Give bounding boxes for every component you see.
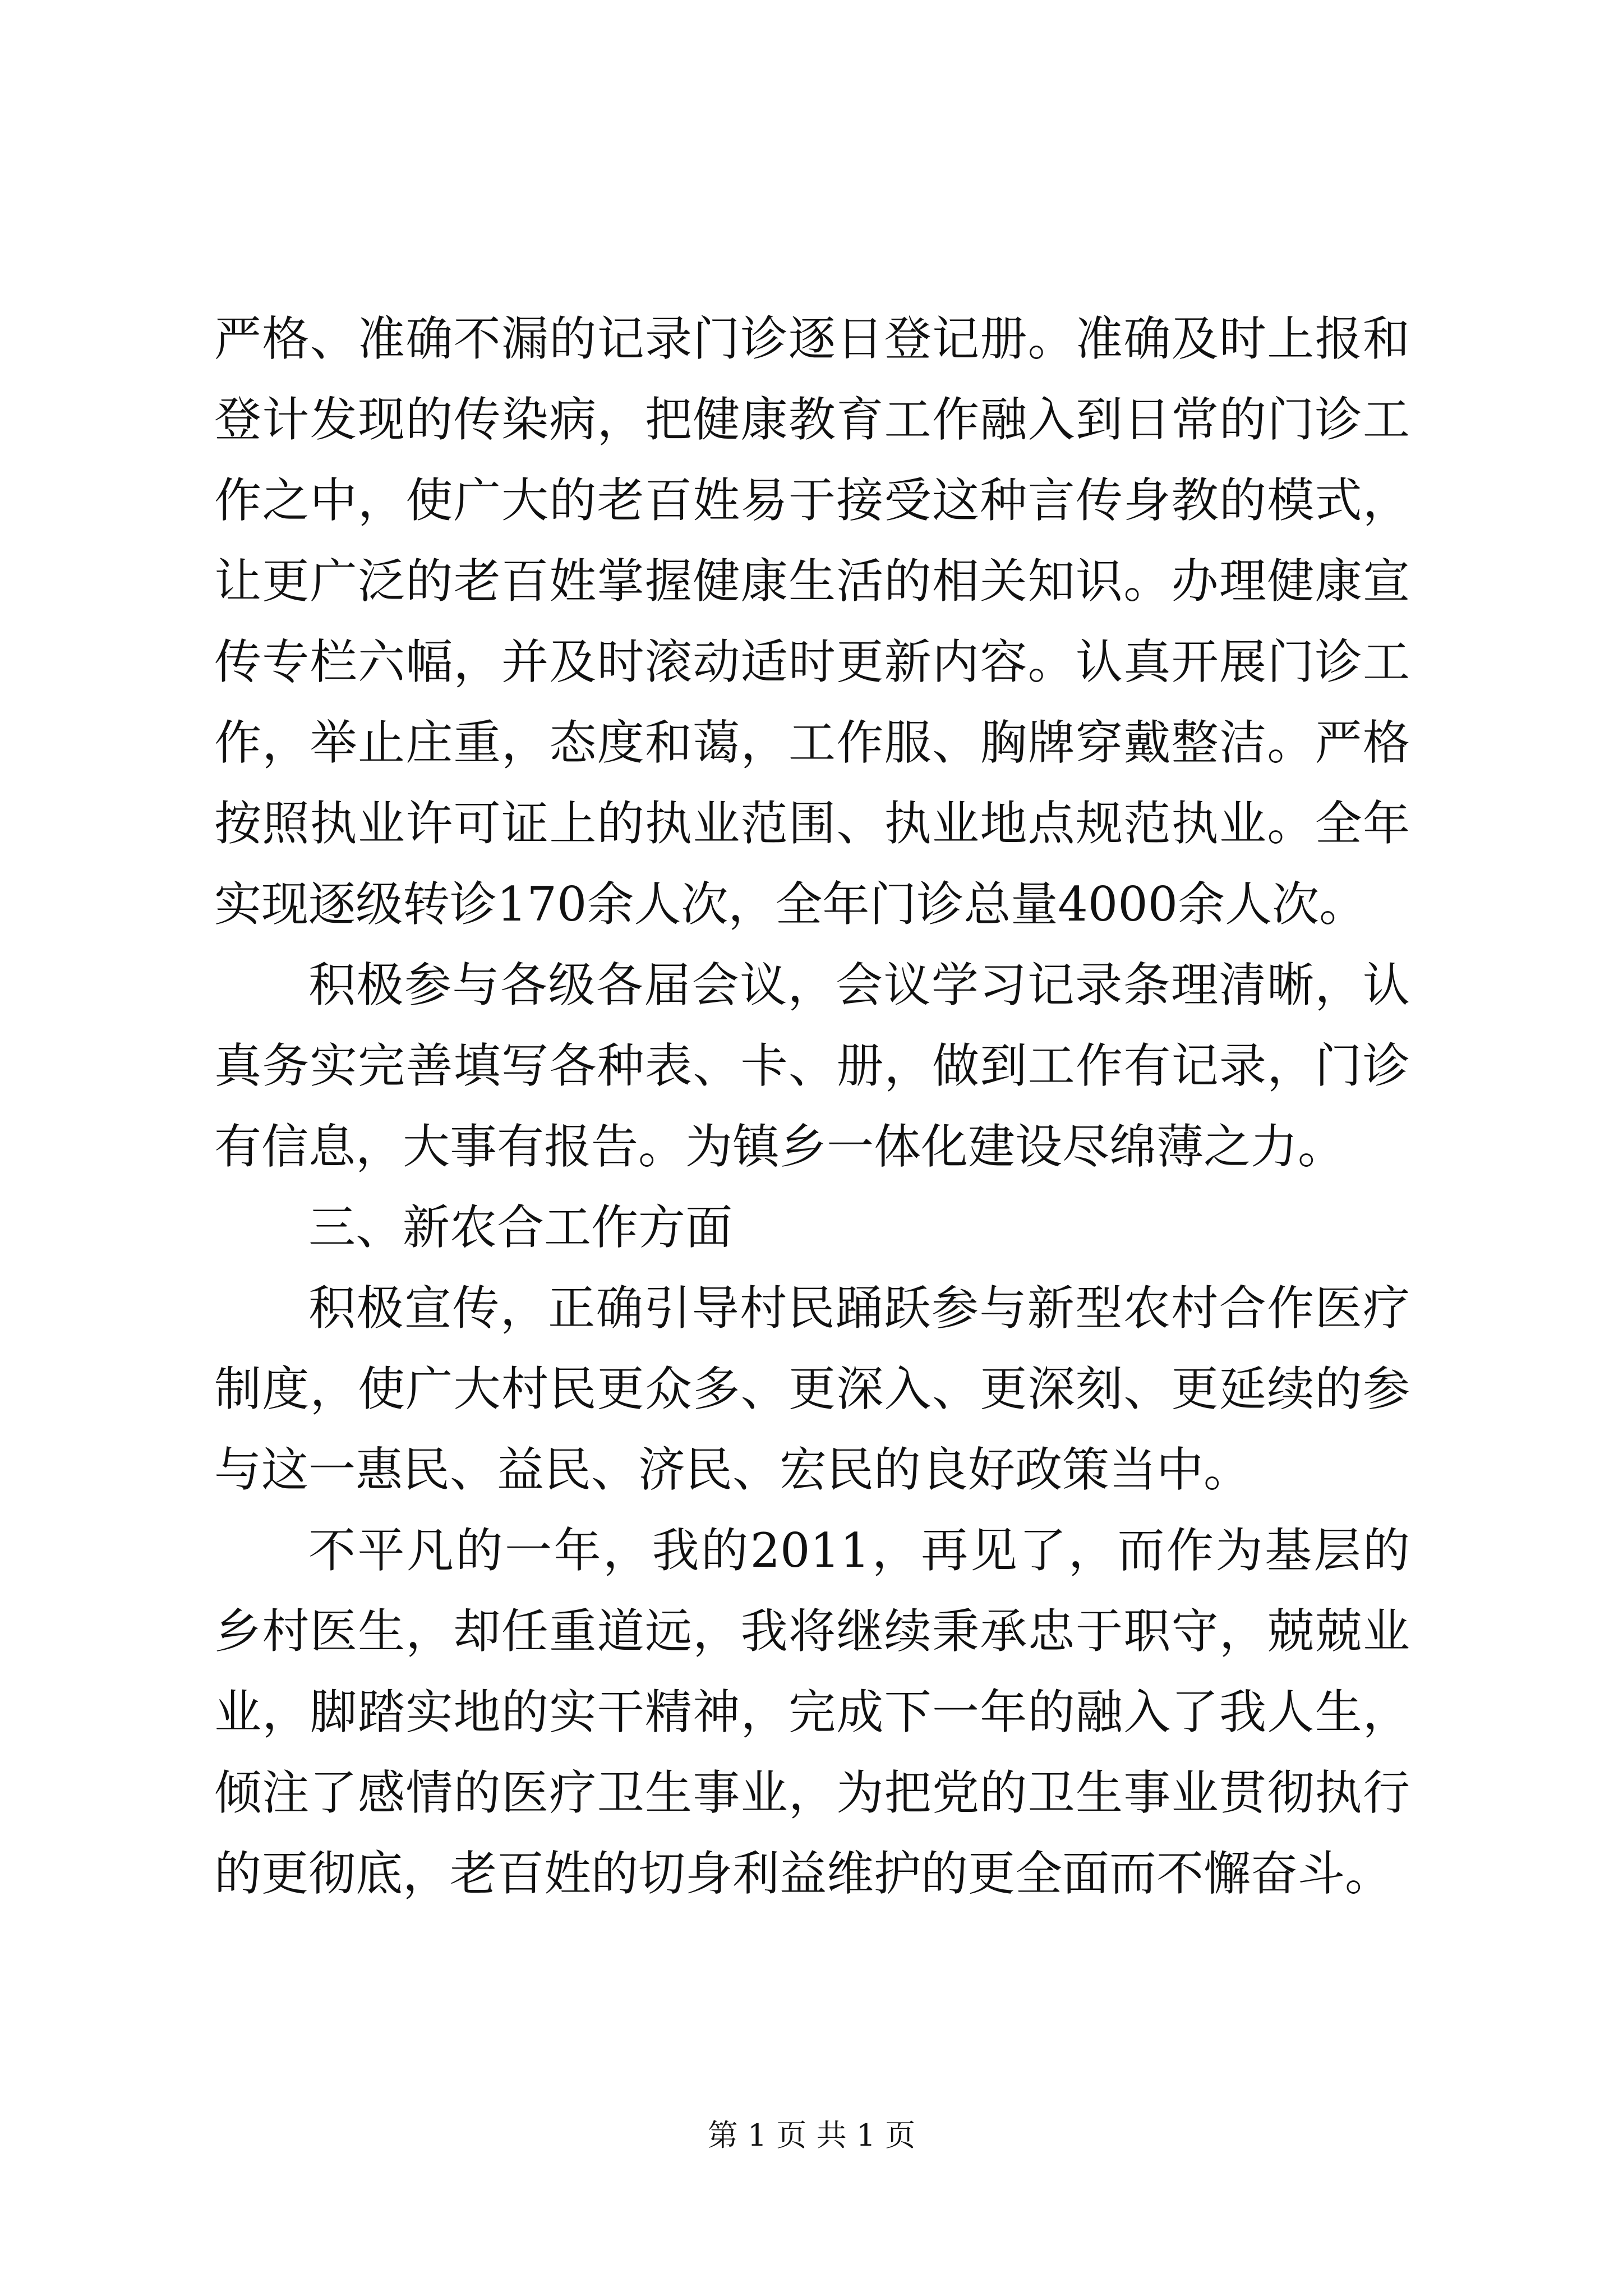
section-heading-ncms: 三、新农合工作方面: [308, 1200, 733, 1255]
paragraph-meetings: 积极参与各级各届会议，会议学习记录条理清晰，认真务实完善填写各种表、卡、册，做到工作有记录，门诊有信息，大事有报告。为镇乡一体化建设尽绵薄之力。: [214, 958, 1410, 1174]
paragraph-ncms: 积极宣传，正确引导村民踊跃参与新型农村合作医疗制度，使广大村民更众多、更深入、更深刻、更延续的参与这一惠民、益民、济民、宏民的良好政策当中。: [214, 1281, 1410, 1497]
paragraph-continuation: 严格、准确不漏的记录门诊逐日登记册。准确及时上报和登计发现的传染病，把健康教育工作融入到日常的门诊工作之中，使广大的老百姓易于接受这种言传身教的模式，让更广泛的老百姓掌握健康生活的相关知识。办理健康宣传专栏六幅，并及时滚动适时更新内容。认真开展门诊工作，举止庄重，态度和蔼，工作服、胸牌穿戴整洁。严格按照执业许可证上的执业范围、执业地点规范执业。全年实现逐级转诊170余人次，全年门诊总量4000余人次。: [214, 311, 1410, 932]
document-body: [214, 298, 1410, 1914]
page-number-footer: 第 1 页 共 1 页: [707, 2118, 916, 2153]
paragraph-closing: 不平凡的一年，我的2011，再见了，而作为基层的乡村医生，却任重道远，我将继续秉承忠于职守，兢兢业业，脚踏实地的实干精神，完成下一年的融入了我人生，倾注了感情的医疗卫生事业，为把党的卫生事业贯彻执行的更彻底，老百姓的切身利益维护的更全面而不懈奋斗。: [214, 1523, 1410, 1901]
